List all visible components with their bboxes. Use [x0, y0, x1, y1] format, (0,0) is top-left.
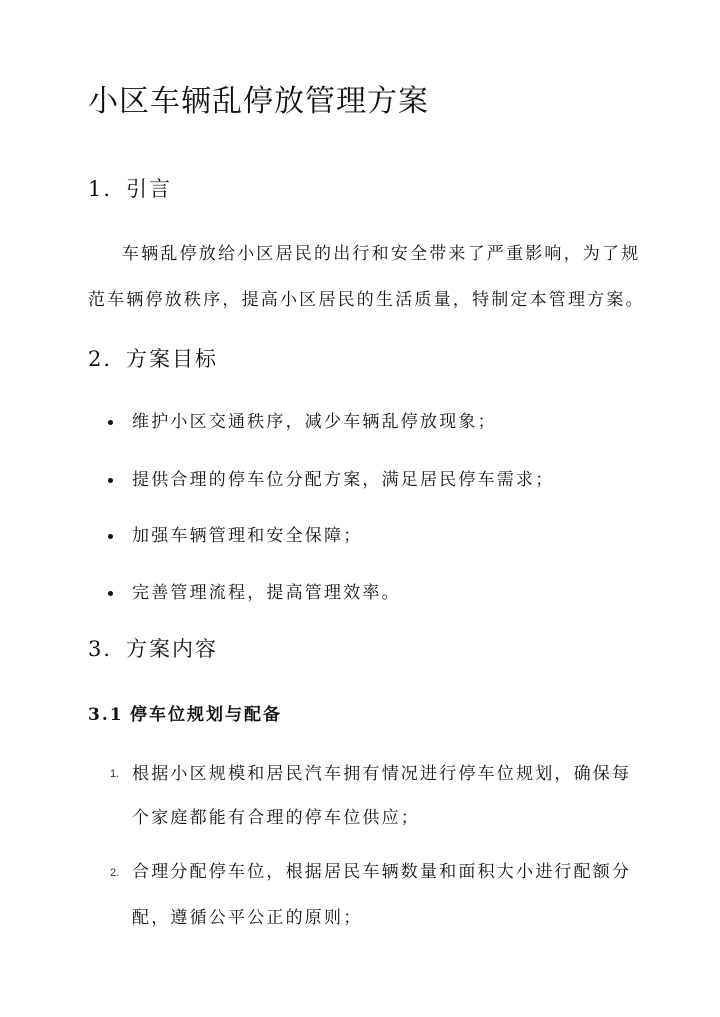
list-item-2-line-2: 配，遵循公平公正的原则； [132, 908, 363, 928]
list-item-2-line-1: 合理分配停车位，根据居民车辆数量和面积大小进行配额分 [132, 862, 632, 882]
bullet-dot-icon [108, 591, 113, 596]
section-2-number: 2. [88, 347, 113, 371]
subsection-3-1-title: 停车位规划与配备 [130, 705, 282, 725]
section-1-heading [88, 176, 172, 203]
list-item-1-line-1: 根据小区规模和居民汽车拥有情况进行停车位规划，确保每 [132, 764, 632, 784]
document-title: 小区车辆乱停放管理方案 [88, 84, 429, 119]
bullet-dot-icon [108, 478, 113, 483]
intro-paragraph-line-1: 车辆乱停放给小区居民的出行和安全带来了严重影响，为了规 [122, 244, 641, 264]
goal-bullet-1-text: 维护小区交通秩序，减少车辆乱停放现象； [132, 412, 497, 432]
section-2-heading [88, 346, 218, 373]
goal-bullet-3-text: 加强车辆管理和安全保障； [132, 526, 363, 546]
goal-bullet-2-text: 提供合理的停车位分配方案，满足居民停车需求； [132, 470, 555, 490]
section-3-number: 3. [88, 637, 113, 661]
bullet-dot-icon [108, 534, 113, 539]
intro-paragraph-line-2: 范车辆停放秩序，提高小区居民的生活质量，特制定本管理方案。 [88, 290, 645, 310]
section-1-title: 引言 [126, 177, 172, 201]
section-3-heading [88, 636, 218, 663]
list-item-2-marker: 2. [110, 867, 120, 879]
section-3-title: 方案内容 [126, 637, 218, 661]
subsection-3-1-heading [88, 704, 282, 726]
section-2-title: 方案目标 [126, 347, 218, 371]
goal-bullet-4-text: 完善管理流程，提高管理效率。 [132, 583, 401, 603]
list-item-1-line-2: 个家庭都能有合理的停车位供应； [132, 808, 420, 828]
subsection-3-1-number: 3.1 [88, 705, 124, 725]
section-1-number: 1. [88, 177, 113, 201]
bullet-dot-icon [108, 420, 113, 425]
list-item-1-marker: 1. [110, 768, 120, 780]
